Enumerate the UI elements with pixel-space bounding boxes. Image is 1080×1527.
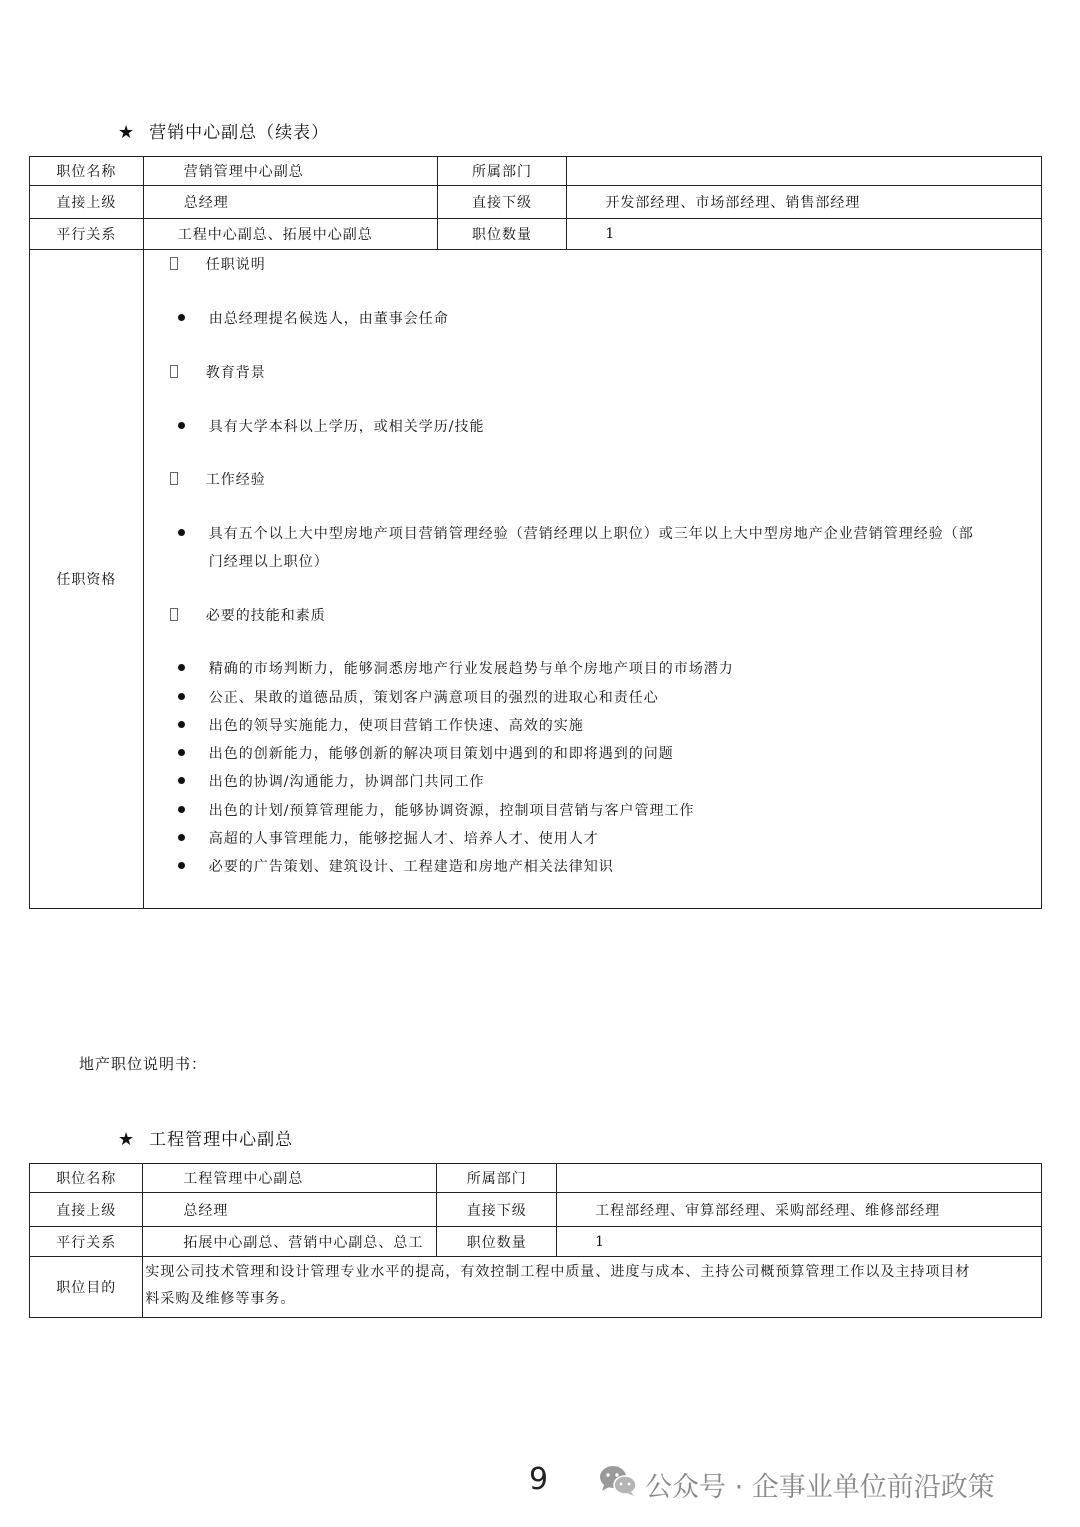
bullet-icon [178,314,185,321]
bullet-icon [178,862,185,869]
skill-item: 出色的领导实施能力，使项目营销工作快速、高效的实施 [178,715,584,735]
checkbox-square-icon [170,257,178,270]
purpose-line: 料采购及维修等事务。 [145,1291,296,1307]
bullet-icon [178,777,185,784]
job-table-engineering [29,1163,1042,1318]
checkbox-square-icon [170,608,178,621]
job-table-marketing [29,156,1042,909]
value-direct-subordinate: 工程部经理、审算部经理、采购部经理、维修部经理 [557,1193,1042,1227]
skill-item: 高超的人事管理能力，能够挖掘人才、培养人才、使用人才 [178,828,599,848]
bullet-icon [178,664,185,671]
label-qualifications: 任职资格 [30,250,144,909]
bullet-icon [178,806,185,813]
label-position-name: 职位名称 [30,1164,143,1193]
bullet-icon [178,529,185,536]
qual-bullet-continued: 门经理以上职位） [208,554,329,570]
star-icon: ★ [118,122,136,143]
qual-heading: 工作经验 [170,469,266,489]
skill-item: 出色的创新能力，能够创新的解决项目策划中遇到的和即将遇到的问题 [178,743,674,763]
intro-text: 地产职位说明书： [79,1055,208,1073]
qual-heading: 必要的技能和素质 [170,605,326,625]
label-direct-superior: 直接上级 [30,186,144,219]
bullet-icon [178,834,185,841]
checkbox-square-icon [170,472,178,485]
label-direct-subordinate: 直接下级 [437,1193,557,1227]
label-position-count: 职位数量 [437,219,567,250]
bullet-icon [178,749,185,756]
skill-item: 出色的计划/预算管理能力，能够协调资源，控制项目营销与客户管理工作 [178,800,695,820]
value-direct-superior: 总经理 [143,186,437,219]
skill-item: 公正、果敢的道德品质，策划客户满意项目的强烈的进取心和责任心 [178,687,659,707]
qualifications-cell [143,250,1041,909]
qual-bullet: 由总经理提名候选人，由董事会任命 [178,308,449,328]
label-parallel-relation: 平行关系 [30,219,144,250]
value-position-name: 营销管理中心副总 [143,157,437,186]
label-direct-subordinate: 直接下级 [437,186,567,219]
checkbox-square-icon [170,365,178,378]
value-parallel-relation: 工程中心副总、拓展中心副总 [143,219,437,250]
bullet-icon [178,422,185,429]
qual-heading: 教育背景 [170,362,266,382]
label-parallel-relation: 平行关系 [30,1227,143,1257]
label-department: 所属部门 [437,1164,557,1193]
skill-item: 出色的协调/沟通能力，协调部门共同工作 [178,771,485,791]
skill-item: 精确的市场判断力，能够洞悉房地产行业发展趋势与单个房地产项目的市场潜力 [178,658,734,678]
label-position-name: 职位名称 [30,157,144,186]
value-position-purpose [143,1257,1042,1318]
qual-bullet: 具有大学本科以上学历，或相关学历/技能 [178,416,485,436]
label-department: 所属部门 [437,157,567,186]
section-title-engineering: ★ 工程管理中心副总 [118,1129,294,1150]
wechat-icon [598,1464,638,1502]
value-parallel-relation: 拓展中心副总、营销中心副总、总工 [143,1227,437,1257]
value-department [567,157,1042,186]
value-position-count: 1 [557,1227,1042,1257]
bullet-icon [178,693,185,700]
value-position-count: 1 [567,219,1042,250]
value-position-name: 工程管理中心副总 [143,1164,437,1193]
bullet-icon [178,721,185,728]
page-number: 9 [529,1462,549,1497]
star-icon: ★ [118,1129,136,1150]
label-direct-superior: 直接上级 [30,1193,143,1227]
value-direct-superior: 总经理 [143,1193,437,1227]
value-direct-subordinate: 开发部经理、市场部经理、销售部经理 [567,186,1042,219]
watermark-text: 公众号 · 企事业单位前沿政策 [645,1472,995,1503]
qual-heading: 任职说明 [170,254,266,274]
label-position-count: 职位数量 [437,1227,557,1257]
purpose-line: 实现公司技术管理和设计管理专业水平的提高，有效控制工程中质量、进度与成本、主持公司概预算管理工作以及主持项目材 [145,1264,971,1280]
label-position-purpose: 职位目的 [30,1257,143,1318]
qual-bullet: 具有五个以上大中型房地产项目营销管理经验（营销经理以上职位）或三年以上大中型房地产企业营销管理经验（部 [178,523,974,543]
section-title-marketing: ★ 营销中心副总（续表） [118,122,330,143]
skill-item: 必要的广告策划、建筑设计、工程建造和房地产相关法律知识 [178,856,614,876]
value-department [557,1164,1042,1193]
